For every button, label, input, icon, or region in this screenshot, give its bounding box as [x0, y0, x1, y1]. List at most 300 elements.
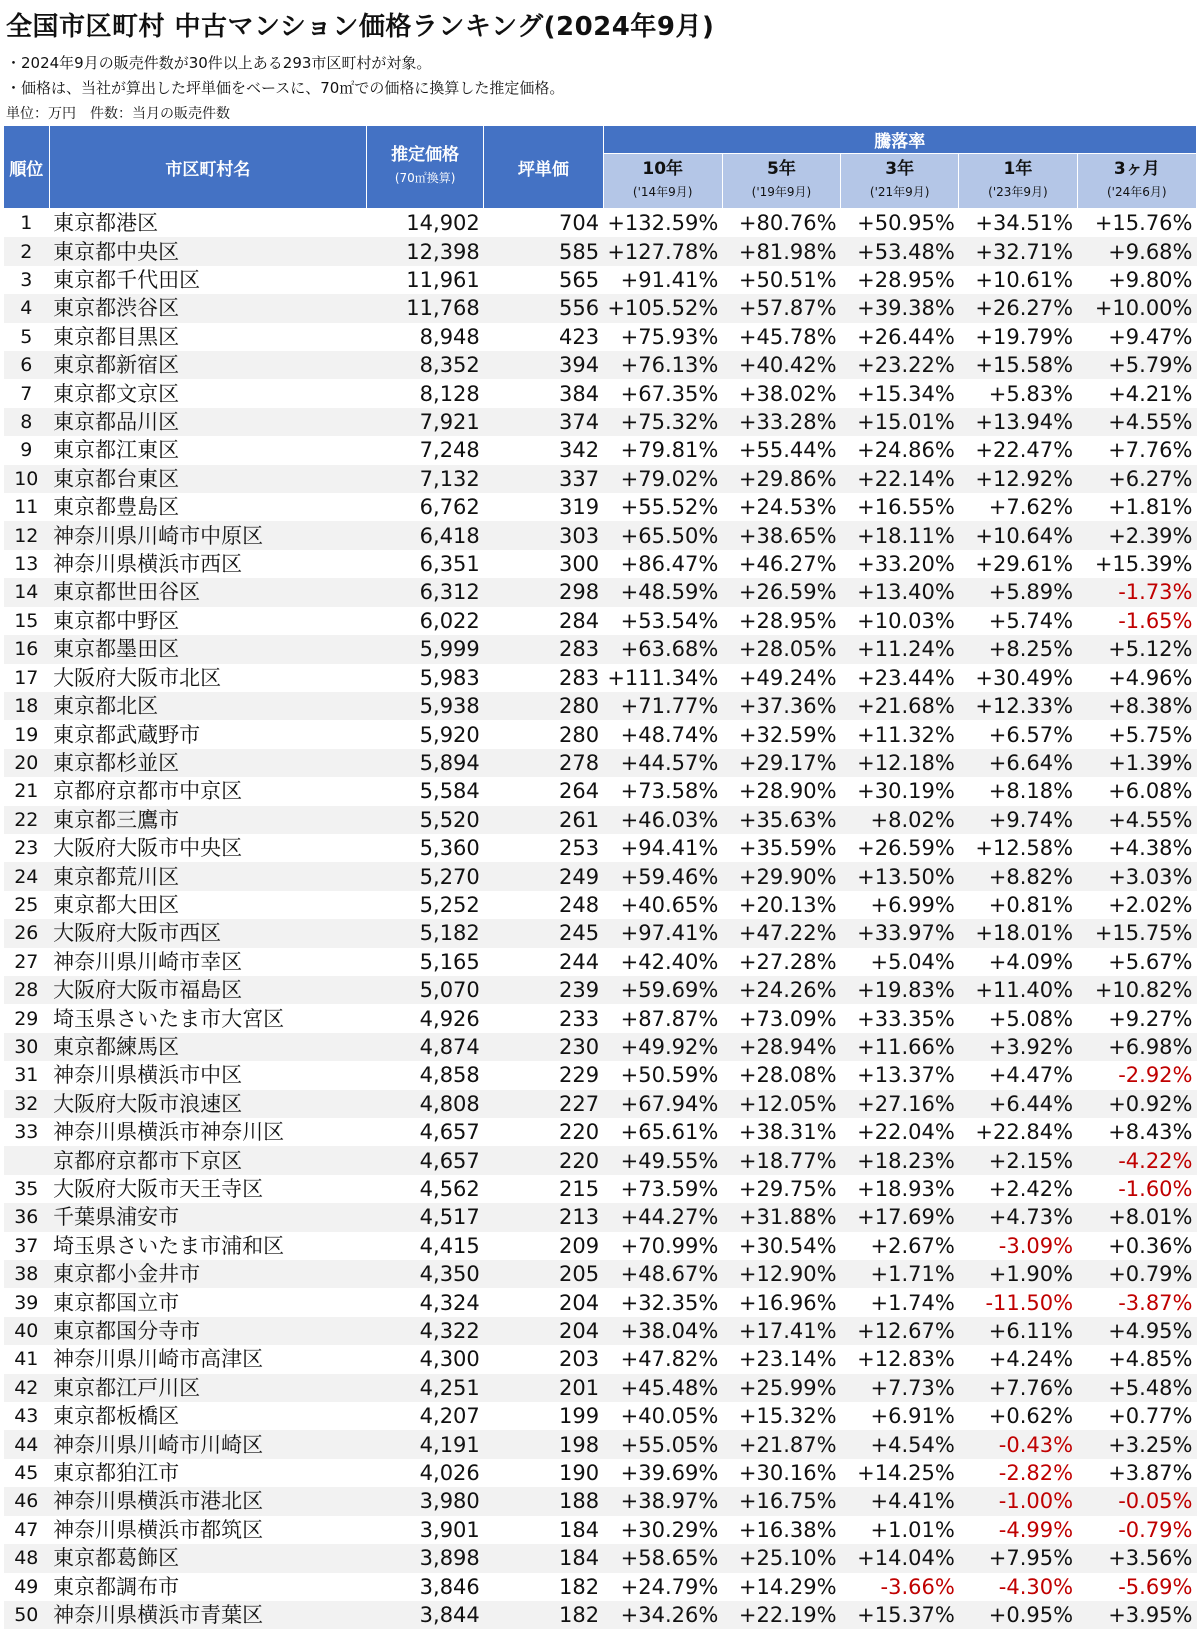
table-row	[4, 436, 1197, 464]
cell-rate-10y: +48.74%	[620, 722, 719, 747]
cell-price: 6,418	[367, 521, 484, 549]
cell-name: 神奈川県横浜市神奈川区	[53, 1120, 285, 1145]
cell-rate-5y: +28.94%	[722, 1033, 840, 1061]
table-row	[4, 1601, 1197, 1629]
cell-rate-3y: +12.83%	[857, 1347, 955, 1372]
cell-name: 東京都小金井市	[49, 1260, 366, 1288]
cell-rate-3y: +15.01%	[841, 408, 959, 436]
cell-rate-10y: +127.78%	[603, 237, 722, 265]
cell-price: 5,894	[367, 749, 484, 777]
cell-name: 東京都板橋区	[53, 1404, 180, 1429]
cell-rate-1y: +15.58%	[959, 351, 1077, 379]
cell-rate-10y: +49.92%	[603, 1033, 722, 1061]
cell-rate-3y: +18.23%	[841, 1146, 959, 1174]
cell-price: 7,248	[419, 438, 480, 463]
period-label: 3年	[885, 159, 915, 179]
cell-price: 12,398	[367, 237, 484, 265]
cell-rate-3m: +9.27%	[1108, 1006, 1193, 1031]
cell-price: 6,762	[419, 495, 480, 520]
cell-rate-1y: +0.95%	[959, 1601, 1077, 1629]
cell-name: 東京都大田区	[53, 892, 180, 917]
cell-rate-3m: -5.69%	[1118, 1574, 1193, 1599]
cell-price: 4,874	[367, 1033, 484, 1061]
cell-rate-1y: +32.71%	[959, 237, 1077, 265]
cell-rate-5y: +12.05%	[722, 1090, 840, 1118]
cell-rate-5y: +15.32%	[738, 1404, 837, 1429]
cell-price: 4,207	[419, 1404, 480, 1429]
table-row	[4, 1573, 1197, 1601]
cell-rate-3m: +3.95%	[1077, 1601, 1196, 1629]
cell-price: 6,312	[367, 578, 484, 606]
cell-rate-10y: +70.99%	[620, 1233, 719, 1258]
cell-name: 東京都荒川区	[49, 862, 366, 890]
table-row	[4, 1374, 1197, 1402]
cell-rank: 49	[14, 1575, 39, 1598]
cell-rate-5y: +12.90%	[722, 1260, 840, 1288]
cell-rate-3y: +7.73%	[841, 1374, 959, 1402]
cell-rate-1y: -0.43%	[959, 1430, 1077, 1458]
cell-unit-price: 227	[484, 1090, 603, 1118]
cell-rate-3y: +24.86%	[857, 438, 955, 463]
cell-rate-3y: +10.03%	[857, 608, 955, 633]
cell-name: 神奈川県川崎市中原区	[49, 521, 366, 549]
cell-rate-3y: +18.93%	[857, 1177, 955, 1202]
cell-rate-10y: +48.67%	[603, 1260, 722, 1288]
table-row	[4, 493, 1197, 521]
cell-rate-1y: +8.82%	[959, 862, 1077, 890]
period-label: 10年	[642, 159, 684, 179]
cell-rate-3y: +22.14%	[841, 465, 959, 493]
cell-rate-3y: +4.41%	[841, 1487, 959, 1515]
cell-rate-5y: +38.02%	[738, 381, 837, 406]
cell-name: 神奈川県川崎市幸区	[53, 949, 243, 974]
cell-rate-1y: +0.81%	[988, 892, 1074, 917]
cell-rate-5y: +25.10%	[722, 1544, 840, 1572]
cell-rank: 10	[4, 465, 50, 493]
cell-rate-3y: +53.48%	[841, 237, 959, 265]
cell-rate-3m: +6.98%	[1077, 1033, 1196, 1061]
cell-rank: 30	[4, 1033, 50, 1061]
cell-rate-3y: +2.67%	[870, 1233, 955, 1258]
cell-unit-price: 220	[558, 1120, 600, 1145]
cell-unit-price: 280	[558, 722, 600, 747]
cell-rate-5y: +23.14%	[738, 1347, 837, 1372]
header-period-10y	[603, 154, 722, 209]
cell-rate-10y: +39.69%	[620, 1461, 719, 1486]
cell-rate-5y: +24.26%	[722, 976, 840, 1004]
cell-unit-price: 233	[558, 1006, 600, 1031]
cell-rate-3m: +1.39%	[1077, 749, 1196, 777]
cell-rate-3y: +1.71%	[841, 1260, 959, 1288]
cell-name: 大阪府大阪市天王寺区	[53, 1177, 264, 1202]
cell-price: 6,351	[419, 552, 480, 577]
cell-name: 大阪府大阪市北区	[53, 665, 222, 690]
cell-rate-5y: +32.59%	[738, 722, 837, 747]
cell-rate-3m: -1.65%	[1118, 608, 1193, 633]
cell-price: 4,026	[419, 1461, 480, 1486]
cell-rank: 45	[14, 1462, 39, 1485]
cell-unit-price: 384	[558, 381, 600, 406]
table-row	[4, 1118, 1197, 1146]
cell-rank: 20	[4, 749, 50, 777]
cell-rate-1y: +10.64%	[959, 521, 1077, 549]
cell-rate-3y: +21.68%	[841, 692, 959, 720]
cell-rate-1y: -11.50%	[985, 1290, 1074, 1315]
cell-rate-3m: +6.27%	[1077, 465, 1196, 493]
cell-rate-10y: +50.59%	[620, 1063, 719, 1088]
cell-rank: 38	[4, 1260, 50, 1288]
table-row	[4, 607, 1197, 635]
cell-rate-1y: -4.30%	[998, 1574, 1074, 1599]
cell-rate-3m: +8.43%	[1108, 1120, 1193, 1145]
cell-rate-10y: +65.50%	[603, 521, 722, 549]
cell-rate-5y: +80.76%	[738, 211, 837, 236]
period-label: 3ヶ月	[1113, 159, 1160, 179]
cell-rate-3y: +26.59%	[857, 836, 955, 861]
cell-rate-1y: +12.92%	[959, 465, 1077, 493]
cell-rate-5y: +50.51%	[738, 268, 837, 293]
cell-rate-5y: +28.90%	[738, 779, 837, 804]
cell-rank: 17	[14, 666, 39, 689]
cell-name: 東京都新宿区	[49, 351, 366, 379]
cell-rate-3m: +4.85%	[1108, 1347, 1193, 1372]
cell-rank: 26	[4, 919, 50, 947]
cell-rate-3m: +4.55%	[1077, 806, 1196, 834]
cell-price: 6,022	[419, 608, 480, 633]
table-row	[4, 323, 1197, 351]
cell-unit-price: 204	[558, 1290, 600, 1315]
cell-rank: 50	[4, 1601, 50, 1629]
cell-name: 神奈川県横浜市青葉区	[49, 1601, 366, 1629]
period-sub: ('14年9月)	[632, 185, 693, 199]
cell-price: 5,520	[367, 806, 484, 834]
cell-rate-5y: +38.31%	[738, 1120, 837, 1145]
table-row	[4, 948, 1197, 976]
cell-rate-5y: +26.59%	[722, 578, 840, 606]
cell-rate-3m: -3.87%	[1118, 1290, 1193, 1315]
cell-price: 14,902	[406, 211, 480, 236]
cell-rate-1y: +6.44%	[959, 1090, 1077, 1118]
header-period-1y	[959, 154, 1077, 209]
cell-rate-3m: +0.36%	[1108, 1233, 1193, 1258]
cell-unit-price: 319	[558, 495, 600, 520]
table-row	[4, 465, 1197, 493]
cell-unit-price: 300	[558, 552, 600, 577]
cell-unit-price: 303	[484, 521, 603, 549]
cell-rate-3y: +23.22%	[841, 351, 959, 379]
cell-rate-3m: +15.75%	[1077, 919, 1196, 947]
cell-rate-5y: +17.41%	[722, 1317, 840, 1345]
table-row	[4, 1487, 1197, 1515]
cell-rate-10y: +32.35%	[620, 1290, 719, 1315]
table-row	[4, 635, 1197, 663]
table-row	[4, 919, 1197, 947]
cell-rate-3m: +3.03%	[1077, 862, 1196, 890]
cell-rate-3m: +3.56%	[1077, 1544, 1196, 1572]
cell-rate-5y: +16.96%	[738, 1290, 837, 1315]
cell-rate-1y: +7.62%	[988, 495, 1074, 520]
cell-price: 3,846	[419, 1574, 480, 1599]
cell-name: 東京都練馬区	[49, 1033, 366, 1061]
cell-rate-10y: +65.61%	[620, 1120, 719, 1145]
table-row	[4, 1260, 1197, 1288]
cell-rate-10y: +59.69%	[603, 976, 722, 1004]
cell-rate-3y: +6.91%	[870, 1404, 955, 1429]
cell-unit-price: 230	[484, 1033, 603, 1061]
cell-rank: 6	[4, 351, 50, 379]
table-row	[4, 237, 1197, 265]
cell-rate-3y: +11.66%	[841, 1033, 959, 1061]
cell-rate-3m: +5.48%	[1077, 1374, 1196, 1402]
cell-name: 東京都武蔵野市	[53, 722, 201, 747]
cell-rate-1y: +4.09%	[988, 949, 1074, 974]
cell-rate-1y: +6.11%	[959, 1317, 1077, 1345]
cell-rank: 15	[14, 609, 39, 632]
cell-rate-3m: +0.77%	[1108, 1404, 1193, 1429]
table-row	[4, 1175, 1197, 1203]
cell-rate-3m: +4.55%	[1077, 408, 1196, 436]
cell-rate-5y: +28.95%	[738, 608, 837, 633]
cell-rate-5y: +21.87%	[722, 1430, 840, 1458]
cell-rank	[4, 1146, 50, 1174]
cell-rate-5y: +20.13%	[738, 892, 837, 917]
cell-price: 4,858	[419, 1063, 480, 1088]
ranking-table	[3, 125, 1197, 1629]
cell-rate-10y: +34.26%	[603, 1601, 722, 1629]
cell-rank: 22	[4, 806, 50, 834]
cell-rate-3y: +8.02%	[841, 806, 959, 834]
cell-rank: 8	[4, 408, 50, 436]
period-sub: ('21年9月)	[869, 185, 930, 199]
table-row	[4, 1459, 1197, 1487]
cell-rate-3y: +15.37%	[841, 1601, 959, 1629]
cell-rate-3m: -4.22%	[1077, 1146, 1196, 1174]
cell-rate-3m: +5.12%	[1077, 635, 1196, 663]
cell-rate-10y: +44.57%	[603, 749, 722, 777]
cell-rate-10y: +46.03%	[603, 806, 722, 834]
cell-name: 神奈川県川崎市高津区	[53, 1347, 264, 1372]
cell-price: 4,562	[419, 1177, 480, 1202]
cell-name: 東京都品川区	[49, 408, 366, 436]
cell-rank: 36	[4, 1203, 50, 1231]
cell-price: 3,980	[367, 1487, 484, 1515]
cell-rate-5y: +46.27%	[738, 552, 837, 577]
cell-price: 7,921	[367, 408, 484, 436]
cell-name: 東京都世田谷区	[49, 578, 366, 606]
cell-rank: 5	[20, 325, 33, 348]
cell-rate-3y: +33.97%	[841, 919, 959, 947]
cell-price: 7,132	[367, 465, 484, 493]
cell-rate-3y: +11.32%	[857, 722, 955, 747]
cell-rate-5y: +24.53%	[738, 495, 837, 520]
cell-price: 4,808	[367, 1090, 484, 1118]
table-row	[4, 720, 1197, 748]
cell-rank: 21	[14, 780, 39, 803]
cell-rank: 11	[14, 496, 39, 519]
cell-rate-1y: +12.58%	[975, 836, 1074, 861]
cell-rate-1y: +22.47%	[975, 438, 1074, 463]
cell-rate-10y: +45.48%	[603, 1374, 722, 1402]
cell-rate-3y: +27.16%	[841, 1090, 959, 1118]
cell-name: 東京都中野区	[53, 608, 180, 633]
table-row	[4, 408, 1197, 436]
cell-price: 4,657	[367, 1146, 484, 1174]
table-row	[4, 664, 1197, 692]
cell-rate-5y: +28.08%	[738, 1063, 837, 1088]
cell-unit-price: 220	[484, 1146, 603, 1174]
cell-unit-price: 283	[558, 665, 600, 690]
cell-price: 5,920	[419, 722, 480, 747]
cell-rate-5y: +38.65%	[722, 521, 840, 549]
cell-rate-1y: +6.64%	[959, 749, 1077, 777]
cell-name: 大阪府大阪市西区	[49, 919, 366, 947]
cell-rank: 41	[14, 1348, 39, 1371]
table-row	[4, 976, 1197, 1004]
cell-rank: 27	[14, 950, 39, 973]
cell-name: 神奈川県横浜市都筑区	[53, 1517, 264, 1542]
cell-rate-3y: +26.44%	[857, 324, 955, 349]
cell-rate-3y: +13.50%	[841, 862, 959, 890]
cell-rate-1y: -3.09%	[998, 1233, 1074, 1258]
cell-unit-price: 182	[558, 1574, 600, 1599]
cell-price: 4,657	[419, 1120, 480, 1145]
cell-rate-10y: +55.52%	[620, 495, 719, 520]
cell-rate-3m: +0.79%	[1077, 1260, 1196, 1288]
cell-rate-1y: +12.33%	[959, 692, 1077, 720]
cell-rate-1y: +10.61%	[975, 268, 1074, 293]
cell-name: 埼玉県さいたま市大宮区	[53, 1006, 285, 1031]
cell-name: 大阪府大阪市中央区	[53, 836, 243, 861]
cell-unit-price: 198	[484, 1430, 603, 1458]
cell-rate-10y: +24.79%	[620, 1574, 719, 1599]
cell-rate-10y: +55.05%	[603, 1430, 722, 1458]
cell-rank: 33	[14, 1121, 39, 1144]
cell-unit-price: 342	[558, 438, 600, 463]
cell-rate-5y: +18.77%	[722, 1146, 840, 1174]
cell-rate-3m: +3.87%	[1108, 1461, 1193, 1486]
table-row	[4, 294, 1197, 322]
cell-rate-1y: +19.79%	[975, 324, 1074, 349]
cell-unit-price: 248	[558, 892, 600, 917]
cell-rate-10y: +44.27%	[603, 1203, 722, 1231]
note-target: ・2024年9月の販売件数が30件以上ある293市区町村が対象。	[6, 54, 432, 72]
cell-rate-3y: +22.04%	[857, 1120, 955, 1145]
cell-price: 5,584	[419, 779, 480, 804]
cell-unit-price: 204	[484, 1317, 603, 1345]
table-row	[4, 209, 1197, 238]
cell-price: 5,252	[419, 892, 480, 917]
cell-name: 東京都調布市	[53, 1574, 180, 1599]
table-row	[4, 834, 1197, 862]
cell-rate-3m: +8.01%	[1077, 1203, 1196, 1231]
period-label: 1年	[1003, 159, 1033, 179]
cell-rate-10y: +111.34%	[607, 665, 719, 690]
cell-name: 東京都千代田区	[53, 268, 201, 293]
cell-rate-1y: +26.27%	[959, 294, 1077, 322]
cell-rate-3y: +18.11%	[841, 521, 959, 549]
cell-rate-1y: +1.90%	[959, 1260, 1077, 1288]
cell-price: 5,270	[367, 862, 484, 890]
cell-price: 8,948	[419, 324, 480, 349]
cell-rate-1y: +34.51%	[975, 211, 1074, 236]
cell-price: 11,768	[367, 294, 484, 322]
table-row	[4, 578, 1197, 606]
cell-rank: 19	[14, 723, 39, 746]
cell-rank: 16	[4, 635, 50, 663]
cell-name: 東京都墨田区	[49, 635, 366, 663]
cell-rank: 1	[20, 212, 33, 235]
page-title: 全国市区町村 中古マンション価格ランキング(2024年9月)	[6, 12, 715, 42]
header-price	[367, 126, 484, 209]
cell-rate-10y: +40.05%	[620, 1404, 719, 1429]
cell-name: 神奈川県横浜市西区	[53, 552, 243, 577]
cell-rank: 28	[4, 976, 50, 1004]
cell-name: 東京都国立市	[53, 1290, 180, 1315]
cell-rank: 2	[4, 237, 50, 265]
cell-rate-10y: +47.82%	[620, 1347, 719, 1372]
table-row	[4, 1345, 1197, 1373]
cell-unit-price: 199	[558, 1404, 600, 1429]
cell-name: 東京都狛江市	[53, 1461, 180, 1486]
cell-rate-10y: +91.41%	[620, 268, 719, 293]
cell-rank: 25	[14, 893, 39, 916]
table-row	[4, 891, 1197, 919]
cell-name: 東京都葛飾区	[49, 1544, 366, 1572]
table-row	[4, 1004, 1197, 1032]
cell-rate-3m: -2.92%	[1118, 1063, 1193, 1088]
cell-rate-3m: +3.25%	[1077, 1430, 1196, 1458]
cell-rate-3y: +1.01%	[870, 1517, 955, 1542]
cell-rate-3y: +12.67%	[841, 1317, 959, 1345]
header-rate-group: 騰落率	[603, 126, 1196, 154]
period-sub: ('24年6月)	[1107, 185, 1167, 199]
cell-unit-price: 244	[558, 949, 600, 974]
cell-price: 8,352	[367, 351, 484, 379]
table-row	[4, 521, 1197, 549]
cell-unit-price: 394	[484, 351, 603, 379]
cell-rate-1y: +5.08%	[988, 1006, 1074, 1031]
cell-price: 3,901	[419, 1517, 480, 1542]
cell-rate-3y: +11.24%	[841, 635, 959, 663]
cell-name: 東京都江東区	[53, 438, 180, 463]
cell-rank: 24	[4, 862, 50, 890]
cell-rate-10y: +42.40%	[620, 949, 719, 974]
cell-name: 千葉県浦安市	[49, 1203, 366, 1231]
cell-rate-10y: +86.47%	[620, 552, 719, 577]
cell-rate-10y: +63.68%	[603, 635, 722, 663]
cell-unit-price: 229	[558, 1063, 600, 1088]
cell-name: 埼玉県さいたま市浦和区	[53, 1233, 285, 1258]
cell-rate-3m: +15.76%	[1094, 211, 1193, 236]
cell-rate-10y: +132.59%	[607, 211, 719, 236]
cell-rate-5y: +40.42%	[722, 351, 840, 379]
cell-price: 4,415	[419, 1233, 480, 1258]
cell-rate-5y: +35.63%	[722, 806, 840, 834]
cell-price: 4,350	[367, 1260, 484, 1288]
cell-price: 8,128	[419, 381, 480, 406]
cell-price: 3,844	[367, 1601, 484, 1629]
cell-rate-5y: +29.17%	[722, 749, 840, 777]
cell-unit-price: 374	[484, 408, 603, 436]
cell-unit-price: 337	[484, 465, 603, 493]
cell-unit-price: 565	[558, 268, 600, 293]
cell-rate-1y: +22.84%	[975, 1120, 1074, 1145]
cell-name: 東京都港区	[53, 211, 159, 236]
cell-rate-3m: -0.79%	[1118, 1517, 1193, 1542]
cell-price: 5,938	[367, 692, 484, 720]
cell-rank: 35	[14, 1178, 39, 1201]
cell-rate-1y: +0.62%	[988, 1404, 1074, 1429]
